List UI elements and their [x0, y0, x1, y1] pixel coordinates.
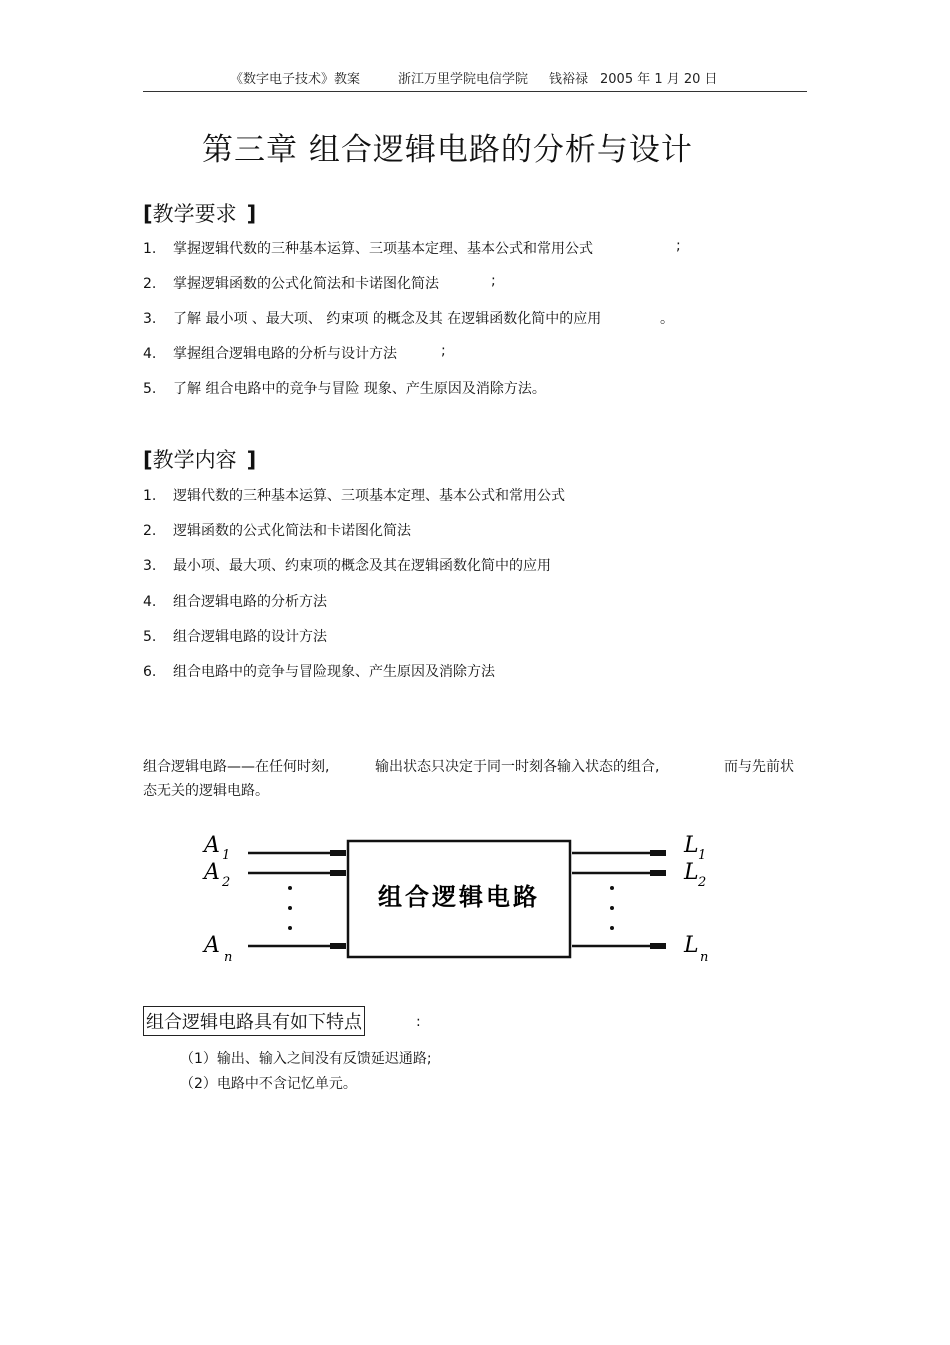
output-sub-n: n	[700, 950, 709, 965]
content-item	[143, 661, 495, 681]
heading-bracket-open: [	[143, 202, 153, 226]
input-label-a2: A	[204, 860, 220, 885]
requirements-heading-text: 教学要求	[152, 202, 237, 226]
features-heading: 组合逻辑电路具有如下特点	[143, 1006, 365, 1036]
output-ellipsis-dot	[610, 906, 614, 910]
item-text: 了解 最小项 、最大项、 约束项 的概念及其 在逻辑函数化简中的应用	[173, 311, 602, 327]
item-tail: ;	[491, 273, 496, 289]
output-terminal-n	[650, 943, 666, 949]
input-label-an: A	[204, 933, 220, 958]
requirement-item	[143, 308, 601, 328]
output-ellipsis-dot	[610, 886, 614, 890]
header-rule	[143, 91, 807, 92]
item-text: 组合逻辑电路的分析方法	[173, 594, 327, 610]
header-date: 2005 年 1 月 20 日	[600, 72, 718, 87]
item-text: 了解 组合电路中的竞争与冒险 现象、产生原因及消除方法。	[173, 381, 546, 397]
chapter-title: 第三章 组合逻辑电路的分析与设计	[202, 132, 693, 168]
item-number: 5.	[143, 629, 157, 645]
content-item	[143, 591, 327, 611]
input-ellipsis-dot	[288, 926, 292, 930]
item-number: 2.	[143, 523, 157, 539]
definition-part-2: 输出状态只决定于同一时刻各输入状态的组合,	[375, 759, 660, 775]
combinational-logic-diagram	[190, 825, 730, 975]
requirements-heading	[143, 198, 256, 228]
requirement-item	[143, 273, 439, 293]
requirement-item	[143, 238, 593, 258]
output-sub-1: 1	[698, 848, 707, 863]
input-sub-1: 1	[222, 848, 231, 863]
output-ellipsis-dot	[610, 926, 614, 930]
output-label-l1: L	[684, 833, 699, 858]
output-terminal-2	[650, 870, 666, 876]
item-number: 3.	[143, 311, 157, 327]
header-school: 浙江万里学院电信学院	[398, 72, 529, 87]
input-terminal-1	[330, 850, 346, 856]
item-text: 掌握逻辑代数的三种基本运算、三项基本定理、基本公式和常用公式	[173, 241, 593, 257]
input-label-a1: A	[204, 833, 220, 858]
logic-box-label: 组合逻辑电路	[378, 882, 540, 911]
header-course: 《数字电子技术》教案	[230, 72, 361, 87]
content-heading-text: 教学内容	[152, 448, 237, 472]
item-number: 1.	[143, 241, 157, 257]
input-terminal-n	[330, 943, 346, 949]
output-label-l2: L	[684, 860, 699, 885]
features-colon: :	[416, 1014, 421, 1030]
item-tail: ;	[676, 238, 681, 254]
item-number: 3.	[143, 558, 157, 574]
item-tail: ;	[441, 343, 446, 359]
item-text: 最小项、最大项、约束项的概念及其在逻辑函数化简中的应用	[173, 558, 551, 574]
content-item	[143, 520, 411, 540]
input-ellipsis-dot	[288, 906, 292, 910]
output-sub-2: 2	[698, 875, 707, 890]
input-sub-2: 2	[222, 875, 231, 890]
item-text: 组合逻辑电路的设计方法	[173, 629, 327, 645]
item-number: 4.	[143, 594, 157, 610]
item-number: 5.	[143, 381, 157, 397]
definition-part-1: 组合逻辑电路——在任何时刻,	[143, 759, 330, 775]
item-number: 1.	[143, 488, 157, 504]
item-text: 掌握逻辑函数的公式化简法和卡诺图化简法	[173, 276, 439, 292]
item-text: 逻辑代数的三种基本运算、三项基本定理、基本公式和常用公式	[173, 488, 565, 504]
output-label-ln: L	[684, 933, 699, 958]
item-number: 2.	[143, 276, 157, 292]
heading-bracket-close: ]	[246, 448, 257, 472]
output-terminal-1	[650, 850, 666, 856]
requirement-item	[143, 378, 546, 398]
item-number: 6.	[143, 664, 157, 680]
definition-part-3: 而与先前状	[724, 759, 794, 775]
item-text: 逻辑函数的公式化简法和卡诺图化简法	[173, 523, 411, 539]
content-item	[143, 626, 327, 646]
heading-bracket-close: ]	[246, 202, 257, 226]
requirement-item	[143, 343, 397, 363]
content-item	[143, 485, 565, 505]
content-heading	[143, 444, 256, 474]
definition-line-2: 态无关的逻辑电路。	[143, 783, 269, 799]
item-text: 组合电路中的竞争与冒险现象、产生原因及消除方法	[173, 664, 495, 680]
input-terminal-2	[330, 870, 346, 876]
item-text: 掌握组合逻辑电路的分析与设计方法	[173, 346, 397, 362]
feature-item-2: （2）电路中不含记忆单元。	[180, 1076, 357, 1092]
content-item	[143, 555, 551, 575]
input-ellipsis-dot	[288, 886, 292, 890]
item-tail: 。	[660, 311, 674, 327]
header-author: 钱裕禄	[549, 72, 589, 87]
input-sub-n: n	[224, 950, 233, 965]
feature-item-1: （1）输出、输入之间没有反馈延迟通路;	[180, 1051, 432, 1067]
item-number: 4.	[143, 346, 157, 362]
heading-bracket-open: [	[143, 448, 153, 472]
